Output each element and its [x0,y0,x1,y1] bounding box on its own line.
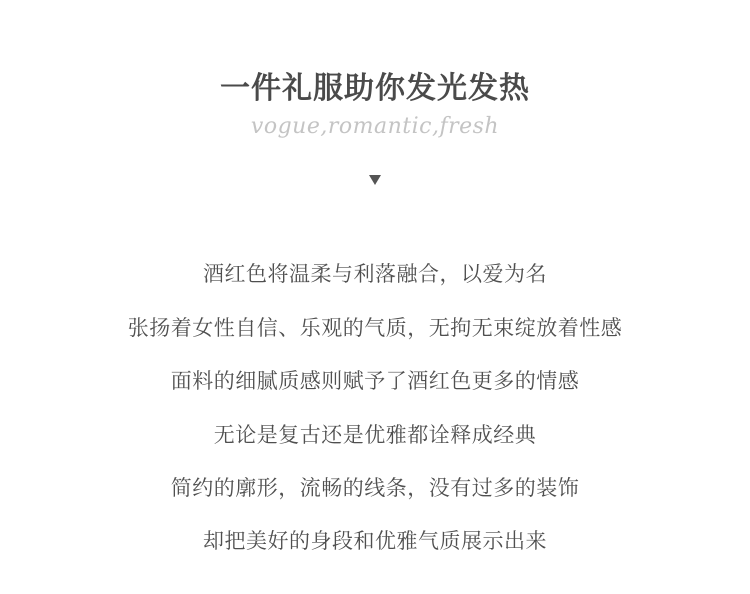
body-text-line: 面料的细腻质感则赋予了酒红色更多的情感 [170,369,580,393]
body-text-line: 无论是复古还是优雅都诠释成经典 [213,423,537,447]
body-text-line: 酒红色将温柔与利落融合，以爱为名 [203,262,547,286]
body-text-line: 简约的廓形，流畅的线条，没有过多的装饰 [170,476,580,500]
page-subtitle: vogue,romantic,fresh [250,114,500,139]
body-text-line: 却把美好的身段和优雅气质展示出来 [203,529,547,553]
body-text-line: 张扬着女性自信、乐观的气质，无拘无束绽放着性感 [127,316,623,340]
triangle-down-icon [369,175,381,185]
page-title: 一件礼服助你发光发热 [220,71,530,106]
